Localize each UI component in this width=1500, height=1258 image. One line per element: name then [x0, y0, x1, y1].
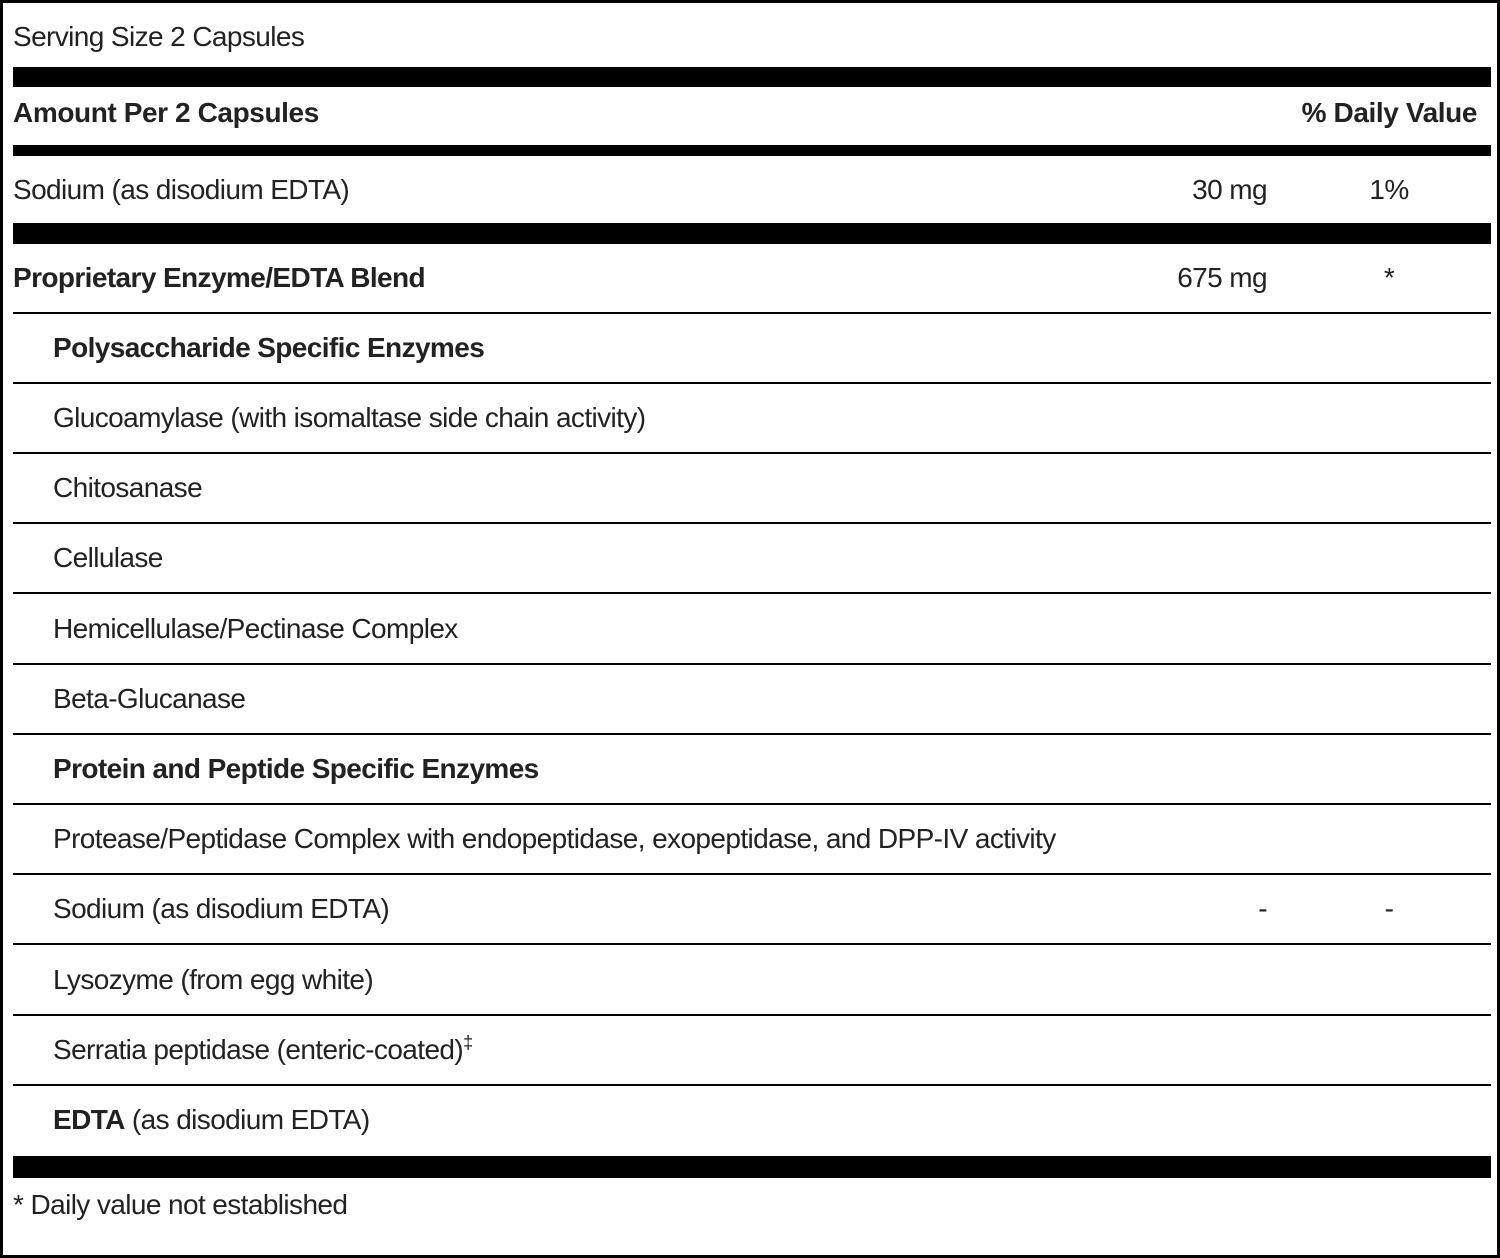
ingredient-row: [13, 1016, 1491, 1086]
serving-size: Serving Size 2 Capsules: [13, 21, 305, 52]
ingredient-row: [13, 314, 1491, 384]
ingredient-name: Protease/Peptidase Complex with endopeptidase, exopeptidase, and DPP-IV activity: [53, 823, 1056, 854]
ingredient-name: Chitosanase: [53, 472, 203, 503]
ingredient-name: Hemicellulase/Pectinase Complex: [53, 613, 458, 644]
ingredient-name: Sodium (as disodium EDTA): [53, 893, 390, 924]
ingredient-name: Cellulase: [53, 542, 163, 573]
daily-value-header: % Daily Value: [1301, 97, 1477, 128]
ingredient-name: [53, 1086, 370, 1154]
ingredient-daily-value: -: [1384, 893, 1394, 924]
ingredient-row: [13, 454, 1491, 524]
ingredient-row: [13, 524, 1491, 594]
divider-bar-thick: [13, 1156, 1491, 1178]
ingredient-category: Polysaccharide Specific Enzymes: [53, 332, 485, 363]
double-dagger-mark: ‡: [463, 1032, 473, 1053]
divider-bar-thick: [13, 67, 1491, 87]
ingredient-name: Beta-Glucanase: [53, 683, 246, 714]
nutrient-amount: 30 mg: [1192, 174, 1267, 205]
nutrient-daily-value: 1%: [1369, 174, 1409, 205]
amount-per-header: Amount Per 2 Capsules: [13, 97, 319, 128]
ingredient-row: [13, 1086, 1491, 1156]
blend-row: [13, 244, 1491, 314]
blend-amount: 675 mg: [1177, 262, 1267, 293]
footnote: * Daily value not established: [13, 1189, 348, 1220]
blend-name: Proprietary Enzyme/EDTA Blend: [13, 262, 426, 293]
ingredient-row: [13, 735, 1491, 805]
ingredient-name: [53, 1016, 473, 1084]
blend-daily-value: *: [1383, 262, 1395, 293]
ingredient-amount: -: [1258, 893, 1267, 924]
ingredient-name-text: Serratia peptidase (enteric-coated): [53, 1034, 464, 1065]
ingredient-row: [13, 665, 1491, 735]
ingredient-row: [13, 875, 1491, 945]
ingredient-row: [13, 946, 1491, 1016]
ingredient-name: Lysozyme (from egg white): [53, 964, 374, 995]
ingredient-name: Glucoamylase (with isomaltase side chain activity): [53, 402, 646, 433]
nutrient-row-sodium: [13, 156, 1491, 226]
ingredient-row: [13, 805, 1491, 875]
ingredient-row: [13, 595, 1491, 665]
divider-bar-medium: [13, 145, 1491, 156]
nutrient-name: Sodium (as disodium EDTA): [13, 174, 350, 205]
ingredient-category: Protein and Peptide Specific Enzymes: [53, 753, 539, 784]
ingredient-row: [13, 384, 1491, 454]
ingredient-name-suffix: (as disodium EDTA): [124, 1104, 370, 1135]
ingredient-name-bold: EDTA: [53, 1104, 125, 1135]
divider-bar-thick: [13, 223, 1491, 244]
